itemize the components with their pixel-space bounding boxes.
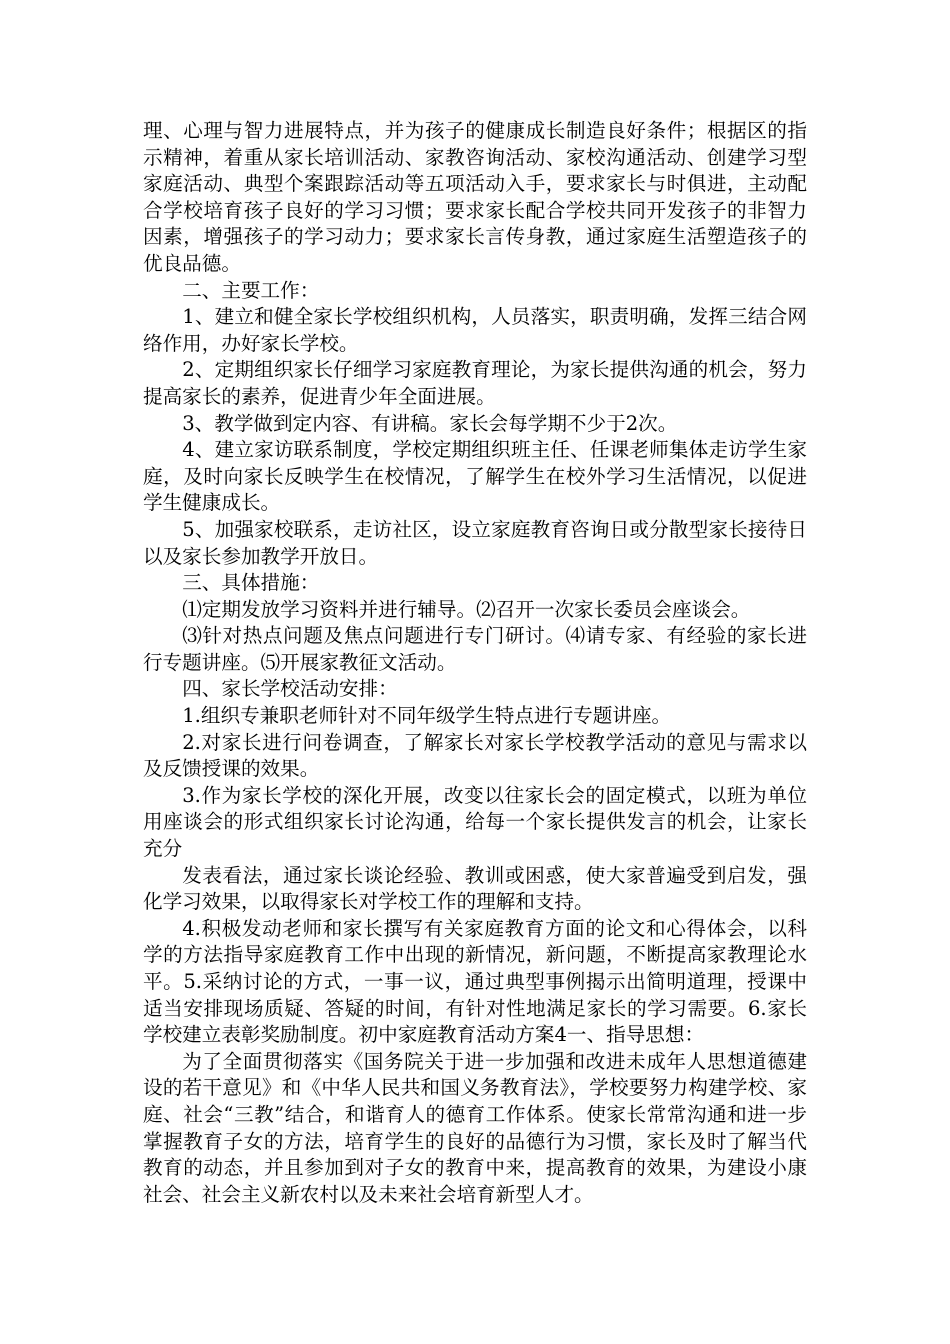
paragraph-activity-1: 1.组织专兼职老师针对不同年级学生特点进行专题讲座。 xyxy=(182,704,672,728)
paragraph-work-4: 4、建立家访联系制度，学校定期组织班主任、任课老师集体走访学生家庭，及时向家长反映学生在校情况，了解学生在校外学习生活情况，以促进学生健康成长。 xyxy=(143,438,807,515)
paragraph-work-5: 5、加强家校联系，走访社区，设立家庭教育咨询日或分散型家长接待日以及家长参加教学开放日。 xyxy=(143,517,807,568)
paragraph-intro-continued: 理、心理与智力进展特点，并为孩子的健康成长制造良好条件；根据区的指示精神，着重从家长培训活动、家教咨询活动、家校沟通活动、创建学习型家庭活动、典型个案跟踪活动等五项活动入手，要求家长与时俱进，主动配合学校培育孩子良好的学习习惯；要求家长配合学校共同开发孩子的非智力因素，增强孩子的学习动力；要求家长言传身教，通过家庭生活塑造孩子的优良品德。 xyxy=(143,119,807,275)
paragraph-measures-2: ⑶针对热点问题及焦点问题进行专门研讨。⑷请专家、有经验的家长进行专题讲座。⑸开展家教征文活动。 xyxy=(143,624,807,674)
document-body xyxy=(143,118,807,1208)
heading-measures: 三、具体措施： xyxy=(182,571,320,595)
heading-activity-arrangement: 四、家长学校活动安排： xyxy=(182,677,398,701)
paragraph-activity-3-continued: 发表看法，通过家长谈论经验、教训或困惑，使大家普遍受到启发，强化学习效果，以取得家长对学校工作的理解和支持。 xyxy=(143,863,807,914)
heading-main-work: 二、主要工作： xyxy=(182,278,320,302)
paragraph-work-3: 3、教学做到定内容、有讲稿。家长会每学期不少于2次。 xyxy=(182,411,678,435)
paragraph-activity-3: 3.作为家长学校的深化开展，改变以往家长会的固定模式，以班为单位用座谈会的形式组织家长讨论沟通，给每一个家长提供发言的机会，让家长充分 xyxy=(143,783,807,861)
paragraph-activity-2: 2.对家长进行问卷调查，了解家长对家长学校教学活动的意见与需求以及反馈授课的效果。 xyxy=(143,730,807,781)
paragraph-measures-1: ⑴定期发放学习资料并进行辅导。⑵召开一次家长委员会座谈会。 xyxy=(182,597,751,621)
paragraph-work-1: 1、建立和健全家长学校组织机构，人员落实，职责明确，发挥三结合网络作用，办好家长学校。 xyxy=(143,305,807,355)
paragraph-work-2: 2、定期组织家长仔细学习家庭教育理论，为家长提供沟通的机会，努力提高家长的素养，促进青少年全面进展。 xyxy=(143,358,807,408)
paragraph-guiding-thought: 为了全面贯彻落实《国务院关于进一步加强和改进未成年人思想道德建设的若干意见》和《中华人民共和国义务教育法》，学校要努力构建学校、家庭、社会“三教”结合，和谐育人的德育工作体系。使家长常常沟通和进一步掌握教育子女的方法，培育学生的良好的品德行为习惯，家长及时了解当代教育的动态，并且参加到对子女的教育中来，提高教育的效果，为建设小康社会、社会主义新农村以及未来社会培育新型人才。 xyxy=(143,1049,807,1206)
paragraph-activity-4-6: 4.积极发动老师和家长撰写有关家庭教育方面的论文和心得体会，以科学的方法指导家庭教育工作中出现的新情况，新问题，不断提高家教理论水平。5.采纳讨论的方式，一事一议，通过典型事例揭示出简明道理，授课中适当安排现场质疑、答疑的时间，有针对性地满足家长的学习需要。6.家长学校建立表彰奖励制度。初中家庭教育活动方案4一、指导思想： xyxy=(143,916,807,1047)
